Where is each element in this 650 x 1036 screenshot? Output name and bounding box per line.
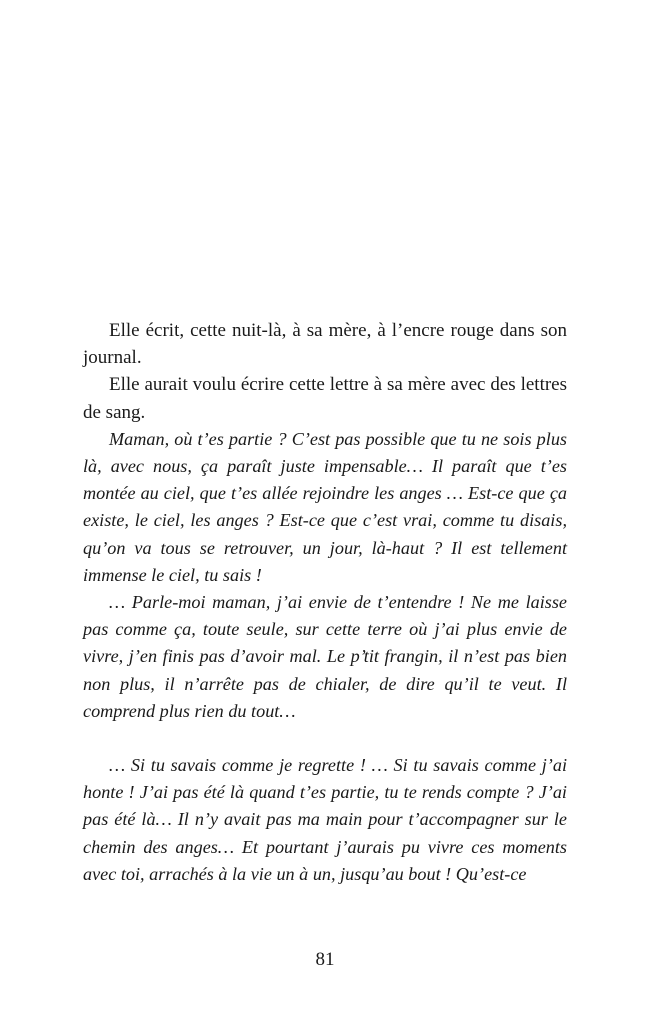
paragraph-spacer [83,725,567,752]
paragraph-4-letter: … Parle-moi maman, j’ai envie de t’entendre ! Ne me laisse pas comme ça, toute seule, sur cette terre où j’ai plus envie de vivre, j’en finis pas d’avoir mal. Le p’tit frangin, il n’est pas bien non plus, il n’arrête pas de chialer, de dire qu’il te veut. Il comprend plus rien du tout… [83,592,567,721]
paragraph-1: Elle écrit, cette nuit-là, à sa mère, à l’encre rouge dans son journal. [83,320,567,369]
paragraph-2: Elle aurait voulu écrire cette lettre à sa mère avec des lettres de sang. [83,374,567,423]
body-text [83,317,567,888]
page-number: 81 [315,949,335,970]
paragraph-3-letter: Maman, où t’es partie ? C’est pas possible que tu ne sois plus là, avec nous, ça paraît juste impensable… Il paraît que t’es montée au ciel, que t’es allée rejoindre les anges … Est-ce que ça existe, le ciel, les anges ? Est-ce que c’est vrai, comme tu disais, qu’on va tous se retrouver, un jour, là-haut ? Il est tellement immense le ciel, tu sais ! [83,428,567,585]
paragraph-5-letter: … Si tu savais comme je regrette ! … Si tu savais comme j’ai honte ! J’ai pas été là quand t’es partie, tu te rends compte ? J’ai pas été là… Il n’y avait pas ma main pour t’accompagner sur le chemin des anges… Et pourtant j’aurais pu vivre ces moments avec toi, arrachés à la vie un à un, jusqu’au bout ! Qu’est-ce [83,755,567,884]
